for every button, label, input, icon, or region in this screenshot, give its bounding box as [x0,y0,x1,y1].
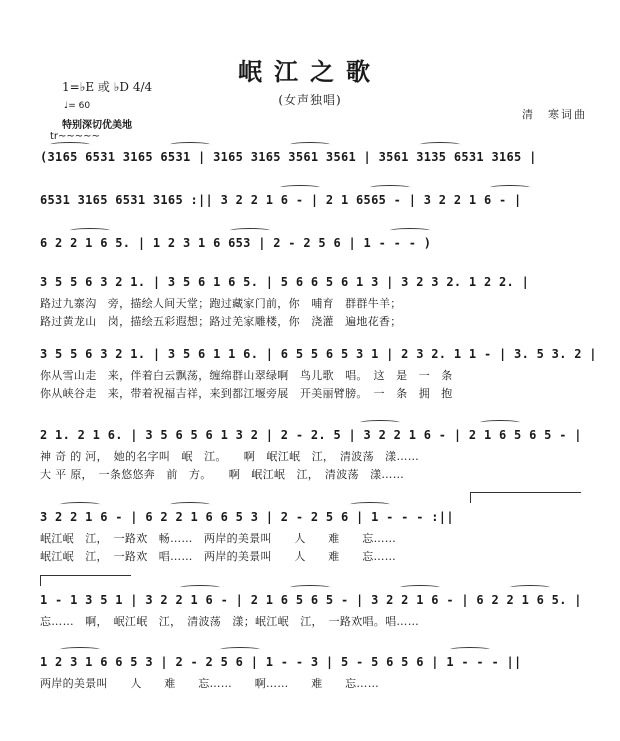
staff-line-6-lyric-2: 大 平 原， 一条悠悠奔 前 方。 啊 岷江岷 江， 清波荡 漾…… [40,468,404,481]
slur-marks [40,142,600,150]
staff-line-4-lyric-1: 路过九寨沟 旁，描绘人间天堂；跑过藏家门前，你 哺育 群群牛羊； [40,297,402,310]
staff-line-5-lyric-1: 你从雪山走 来，伴着白云飘荡，缠绵群山翠绿啊 鸟儿歌 唱。 这 是 一 条 [40,369,453,382]
staff-line-1-notes: (3165 6531 3165 6531 | 3165 3165 3561 3561 | 3561 3135 6531 3165 | [40,150,537,164]
staff-line-3-notes: 6 2 2 1 6 5. | 1 2 3 1 6 653 | 2 - 2 5 6 | 1 - - - ) [40,236,432,250]
key-signature: 1=♭E 或 ♭D 4/4 [62,80,153,94]
staff-line-8-lyric-1: 忘…… 啊， 岷江岷 江， 清波荡 漾；岷江岷 江， 一路欢唱。唱…… [40,615,419,628]
song-subtitle: (女声独唱) [278,93,342,107]
slur-marks [40,502,600,510]
slur-marks [40,185,600,193]
tempo-marking: ♩= 60 [64,101,91,111]
trill-marking: tr~~~~~ [50,131,100,142]
staff-line-8-notes: 1 - 1 3 5 1 | 3 2 2 1 6 - | 2 1 6 5 6 5 - | 3 2 2 1 6 - | 6 2 2 1 6 5. | [40,593,582,607]
song-title: 岷江之歌 [238,57,382,86]
staff-line-6-lyric-1: 神 奇 的 河， 她的名字叫 岷 江。 啊 岷江岷 江， 清波荡 漾…… [40,450,420,463]
staff-line-4-notes: 3 5 5 6 3 2 1. | 3 5 6 1 6 5. | 5 6 6 5 6 1 3 | 3 2 3 2. 1 2 2. | [40,275,530,289]
author-credit: 清 寒词曲 [522,108,587,121]
staff-line-9-lyric-1: 两岸的美景叫 人 难 忘…… 啊…… 难 忘…… [40,677,379,690]
expression-marking: 特别深切优美地 [62,120,132,131]
slur-marks [40,228,600,236]
staff-line-2-notes: 6531 3165 6531 3165 :|| 3 2 2 1 6 - | 2 1 6565 - | 3 2 2 1 6 - | [40,193,522,207]
staff-line-6-notes: 2 1. 2 1 6. | 3 5 6 5 6 1 3 2 | 2 - 2. 5 | 3 2 2 1 6 - | 2 1 6 5 6 5 - | [40,428,582,442]
staff-line-5-notes: 3 5 5 6 3 2 1. | 3 5 6 1 1 6. | 6 5 5 6 5 3 1 | 2 3 2. 1 1 - | 3. 5 3. 2 | [40,347,597,361]
slur-marks [40,647,600,655]
staff-line-9-notes: 1 2 3 1 6 6 5 3 | 2 - 2 5 6 | 1 - - 3 | 5 - 5 6 5 6 | 1 - - - || [40,655,522,669]
staff-line-7-lyric-2: 岷江岷 江， 一路欢 唱…… 两岸的美景叫 人 难 忘…… [40,550,397,563]
slur-marks [40,420,600,428]
staff-line-4-lyric-2: 路过黄龙山 岗，描绘五彩遐想；路过羌家雕楼，你 浇灌 遍地花香； [40,315,402,328]
staff-line-7-notes: 3 2 2 1 6 - | 6 2 2 1 6 6 5 3 | 2 - 2 5 6 | 1 - - - :|| [40,510,454,524]
staff-line-5-lyric-2: 你从峡谷走 来，带着祝福吉祥，来到都江堰旁展 开美丽臂膀。 一 条 拥 抱 [40,387,453,400]
staff-line-7-lyric-1: 岷江岷 江， 一路欢 畅…… 两岸的美景叫 人 难 忘…… [40,532,397,545]
slur-marks [40,585,600,593]
